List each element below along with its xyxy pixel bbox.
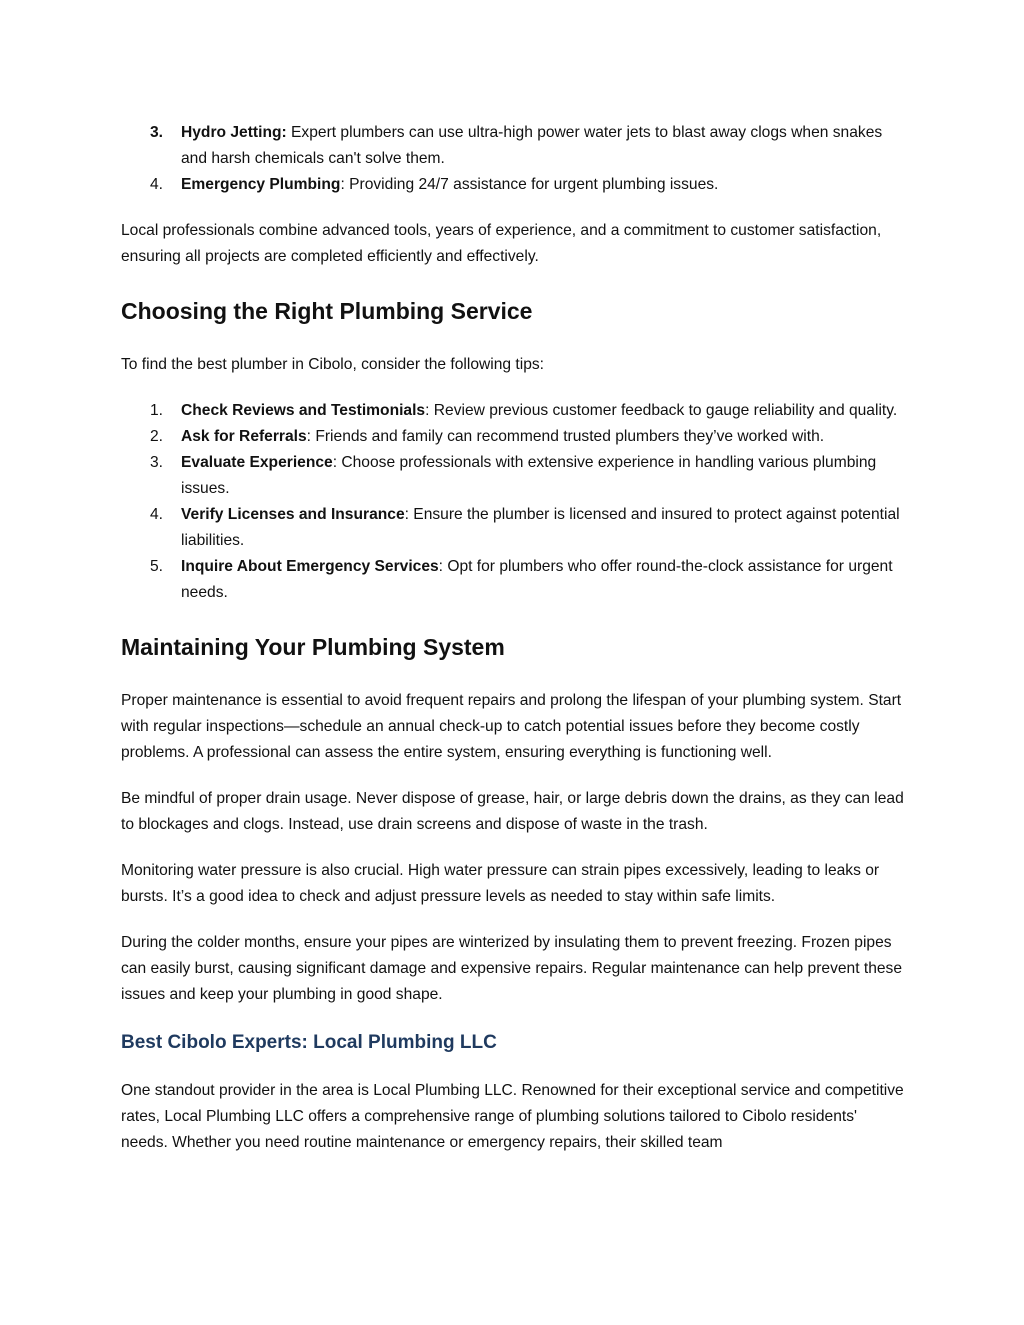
list-term: Verify Licenses and Insurance	[181, 506, 405, 523]
list-item	[121, 450, 906, 502]
list-item	[121, 120, 906, 172]
list-number: 4.	[150, 176, 164, 193]
maintaining-paragraph: During the colder months, ensure your pipes are winterized by insulating them to prevent freezing. Frozen pipes can easily burst, causing significant damage and expensive repairs. Regular maintenance can help prevent these issues and keep your plumbing in good shape.	[121, 934, 903, 1003]
list-text: : Choose professionals with extensive experience in handling various plumbing issues.	[181, 454, 877, 497]
list-item	[121, 554, 906, 606]
list-item	[121, 172, 906, 198]
list-number: 3.	[150, 124, 164, 141]
list-term: Inquire About Emergency Services	[181, 558, 439, 575]
list-number: 5.	[150, 558, 164, 575]
maintaining-paragraph: Be mindful of proper drain usage. Never dispose of grease, hair, or large debris down the drains, as they can lead to blockages and clogs. Instead, use drain screens and dispose of waste in the trash.	[121, 790, 904, 833]
heading-choosing: Choosing the Right Plumbing Service	[121, 298, 533, 324]
list-text: : Review previous customer feedback to gauge reliability and quality.	[425, 402, 898, 419]
list-item	[121, 398, 906, 424]
maintaining-paragraph: Monitoring water pressure is also crucial. High water pressure can strain pipes excessively, leading to leaks or bursts. It’s a good idea to check and adjust pressure levels as needed to stay within safe limits.	[121, 862, 880, 905]
list-text: : Friends and family can recommend trusted plumbers they’ve worked with.	[306, 428, 825, 445]
list-term: Check Reviews and Testimonials	[181, 402, 426, 419]
list-number: 1.	[150, 402, 164, 419]
intro-paragraph: Local professionals combine advanced tools, years of experience, and a commitment to customer satisfaction, ensuring all projects are completed efficiently and effectively.	[121, 222, 882, 265]
services-list-continued	[121, 120, 906, 198]
list-item	[121, 502, 906, 554]
maintaining-paragraph: Proper maintenance is essential to avoid frequent repairs and prolong the lifespan of your plumbing system. Start with regular inspections—schedule an annual check-up to catch potential issues before they become costly problems. A professional can assess the entire system, ensuring everything is functioning well.	[121, 692, 902, 761]
choosing-lead: To find the best plumber in Cibolo, consider the following tips:	[121, 356, 544, 373]
tips-list	[121, 398, 906, 606]
list-term: Evaluate Experience	[181, 454, 333, 471]
list-text: : Opt for plumbers who offer round-the-clock assistance for urgent needs.	[181, 558, 893, 601]
heading-experts: Best Cibolo Experts: Local Plumbing LLC	[121, 1032, 497, 1053]
list-text: : Ensure the plumber is licensed and insured to protect against potential liabilities.	[181, 506, 900, 549]
experts-paragraph: One standout provider in the area is Local Plumbing LLC. Renowned for their exceptional service and competitive rates, Local Plumbing LLC offers a comprehensive range of plumbing solutions tailored to Cibolo residents' needs. Whether you need routine maintenance or emergency repairs, their skilled team	[121, 1082, 904, 1151]
list-term: Hydro Jetting:	[181, 124, 287, 141]
document-page	[121, 120, 906, 1156]
list-term: Ask for Referrals	[181, 428, 307, 445]
list-number: 4.	[150, 506, 164, 523]
list-term: Emergency Plumbing	[181, 176, 341, 193]
list-item	[121, 424, 906, 450]
list-number: 3.	[150, 454, 164, 471]
list-number: 2.	[150, 428, 164, 445]
list-text: : Providing 24/7 assistance for urgent plumbing issues.	[340, 176, 719, 193]
list-text: Expert plumbers can use ultra-high power water jets to blast away clogs when snakes and harsh chemicals can't solve them.	[181, 124, 883, 167]
heading-maintaining: Maintaining Your Plumbing System	[121, 634, 505, 660]
